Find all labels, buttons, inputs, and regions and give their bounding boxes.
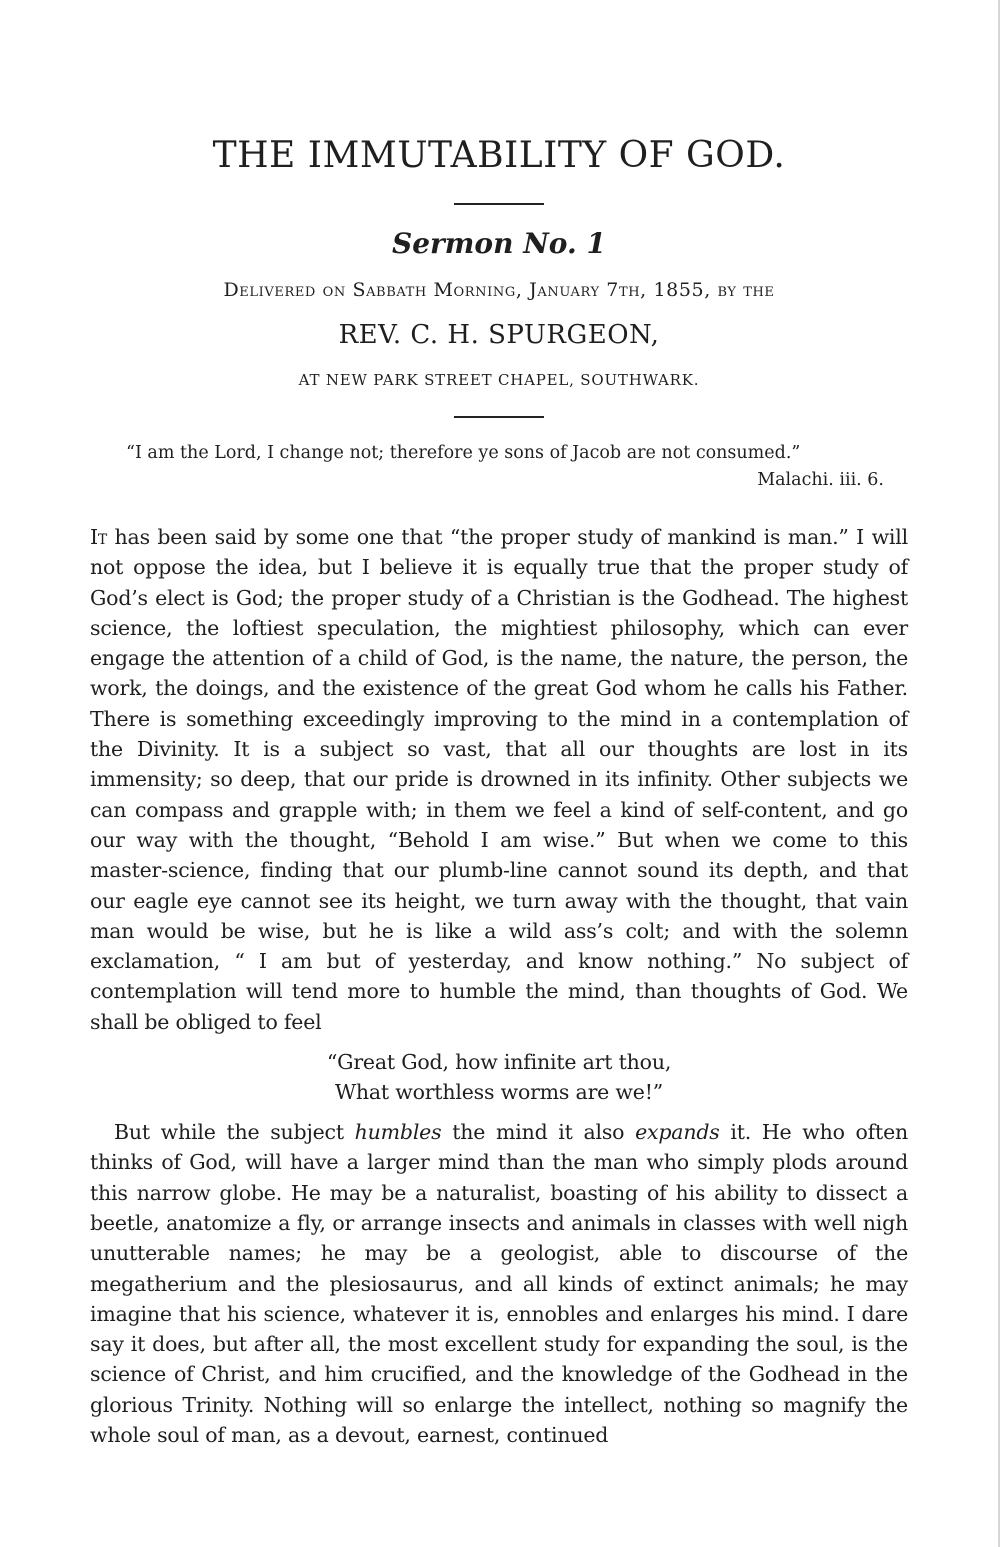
sermon-body xyxy=(90,522,908,1450)
paragraph-2-text-c: it. He who often thinks of God, will have a larger mind than the man who simply plods around this narrow globe. He may be a naturalist, boasting of his ability to dissect a beetle, anatomize a fly, or arrange insects and animals in classes with well nigh unutterable names; he may be a geologist, able to discourse of the megatherium and the plesiosaurus, and all kinds of extinct animals; he may imagine that his science, whatever it is, ennobles and enlarges his mind. I dare say it does, but after all, the most excellent study for expanding the soul, is the science of Christ, and him crucified, and the knowledge of the Godhead in the glorious Trinity. Nothing will so enlarge the intellect, nothing so magnify the whole soul of man, as a devout, earnest, continued xyxy=(90,1120,908,1448)
paragraph-2 xyxy=(90,1117,908,1450)
delivery-line: Delivered on Sabbath Morning, January 7th, 1855, by the xyxy=(223,279,775,301)
chapel-location: AT NEW PARK STREET CHAPEL, SOUTHWARK. xyxy=(298,371,700,389)
header-divider xyxy=(454,416,544,418)
hymn-verse-line-1: “Great God, how infinite art thou, xyxy=(326,1050,672,1075)
hymn-verse-line-2: What worthless worms are we!” xyxy=(334,1080,664,1105)
title-divider xyxy=(454,203,544,205)
paragraph-2-emphasis-humbles: humbles xyxy=(354,1120,442,1145)
paragraph-1-initial: It xyxy=(90,525,108,549)
preacher-name: REV. C. H. SPURGEON, xyxy=(338,320,660,350)
paragraph-1 xyxy=(90,522,908,1037)
paragraph-2-emphasis-expands: expands xyxy=(635,1120,720,1145)
epigraph-quote: “I am the Lord, I change not; therefore ye sons of Jacob are not consumed.” xyxy=(126,443,801,463)
paragraph-2-text-b: the mind it also xyxy=(441,1120,636,1145)
sermon-number: Sermon No. 1 xyxy=(392,227,606,260)
sermon-title: THE IMMUTABILITY OF GOD. xyxy=(212,135,786,176)
epigraph xyxy=(126,440,884,494)
paragraph-2-text-a: But while the subject xyxy=(114,1120,355,1145)
epigraph-reference: Malachi. iii. 6. xyxy=(757,470,884,490)
paragraph-1-text: has been said by some one that “the proper study of mankind is man.” I will not oppose the idea, but I believe it is equally true that the proper study of God’s elect is God; the proper study of a Christian is the Godhead. The highest science, the loftiest speculation, the mightiest philosophy, which can ever engage the attention of a child of God, is the name, the nature, the person, the work, the doings, and the existence of the great God whom he calls his Father. There is something exceedingly improving to the mind in a contemplation of the Divinity. It is a subject so vast, that all our thoughts are lost in its immensity; so deep, that our pride is drowned in its infinity. Other subjects we can compass and grapple with; in them we feel a kind of self-content, and go our way with the thought, “Behold I am wise.” But when we come to this master-science, finding that our plumb-line cannot sound its depth, and that our eagle eye cannot see its height, we turn away with the thought, that vain man would be wise, but he is like a wild ass’s colt; and with the solemn exclamation, “ I am but of yesterday, and know nothing.” No subject of contemplation will tend more to humble the mind, than thoughts of God. We shall be obliged to feel xyxy=(90,525,908,1034)
hymn-verse xyxy=(90,1047,908,1107)
